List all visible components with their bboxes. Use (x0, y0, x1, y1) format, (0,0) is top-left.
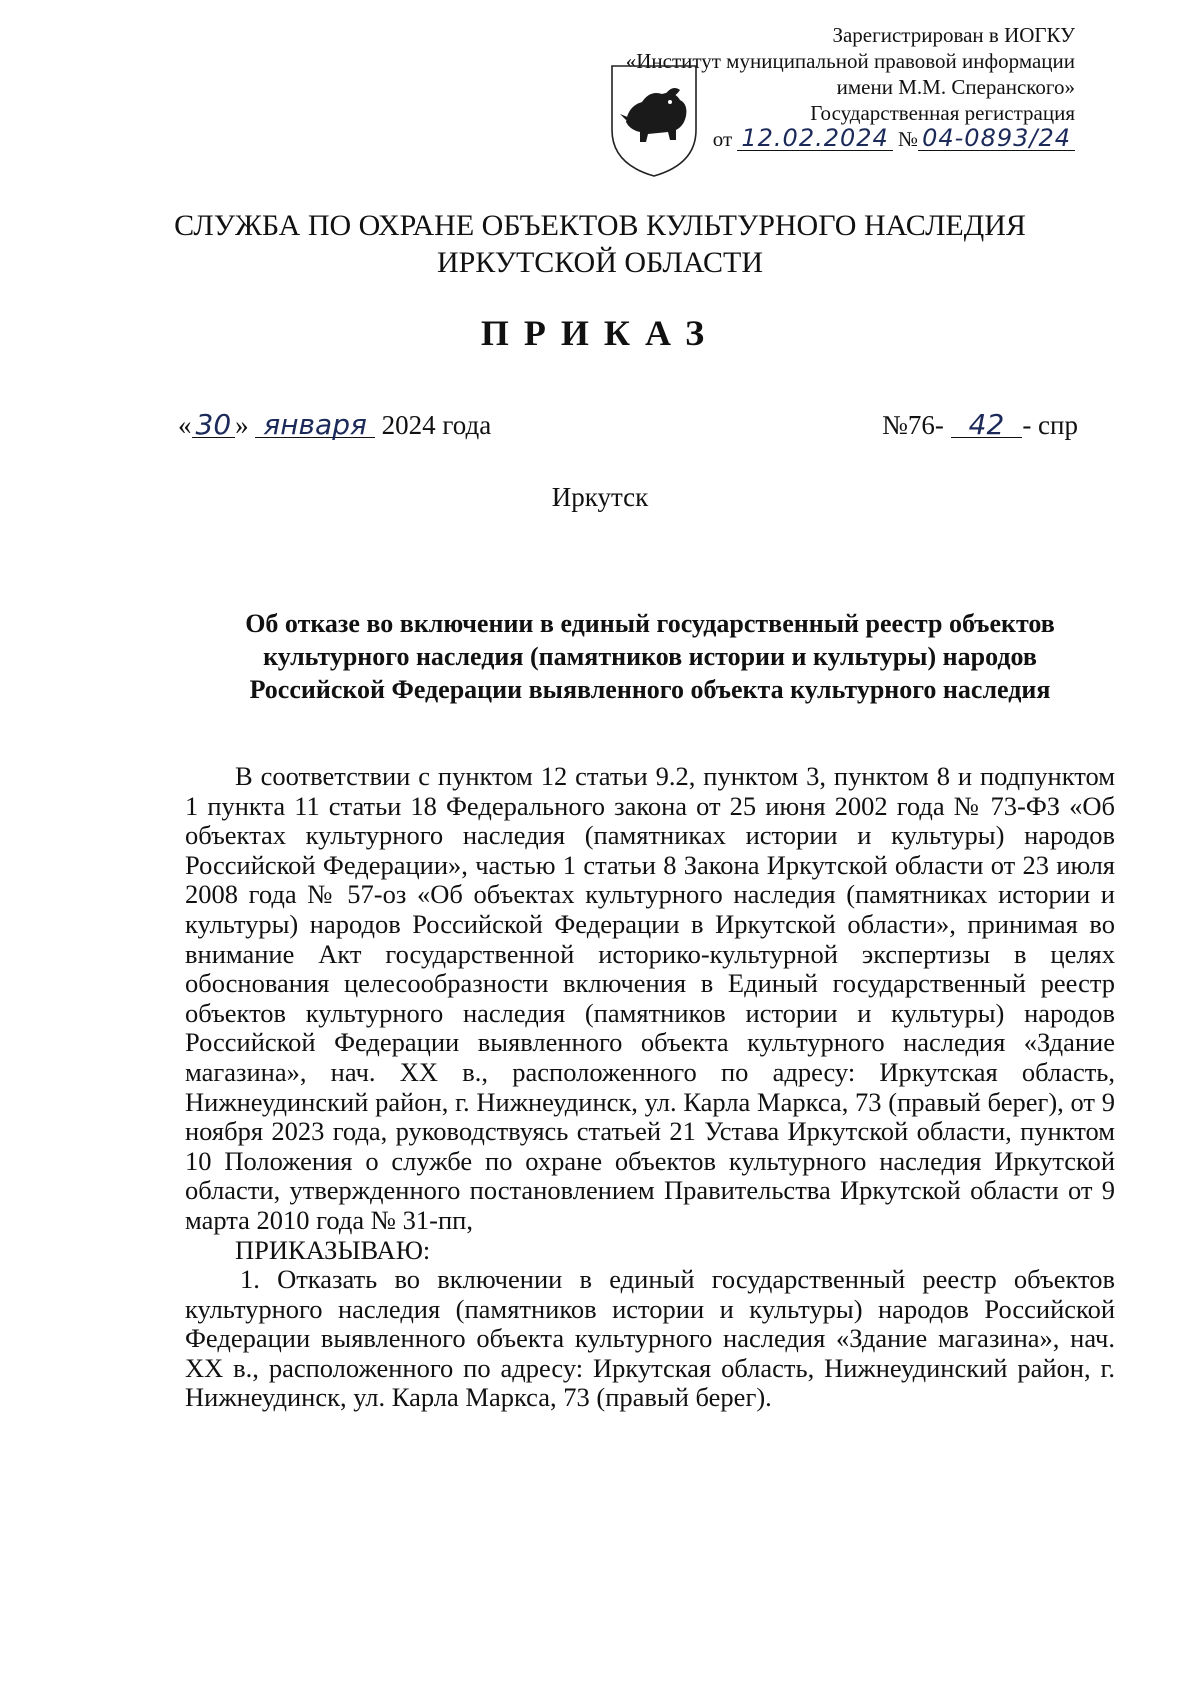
registration-line-1: Зарегистрирован в ИОГКУ (832, 23, 1075, 47)
registration-line-2: «Институт муниципальной правовой информации (625, 49, 1075, 73)
city: Иркутск (551, 482, 649, 512)
registration-number: 04-0893/24 (918, 126, 1075, 151)
order-subject (185, 607, 1115, 706)
order-number-suffix: - спр (1022, 410, 1078, 440)
document-type-title: ПРИКАЗ (480, 313, 720, 353)
organization-name-line-1: СЛУЖБА ПО ОХРАНЕ ОБЪЕКТОВ КУЛЬТУРНОГО НАСЛЕДИЯ (174, 209, 1026, 242)
order-day: 30 (192, 413, 236, 438)
order-number-prefix: №76- (882, 410, 944, 440)
quote-open: « (178, 410, 192, 440)
order-month: января (255, 413, 374, 438)
coat-of-arms-icon (606, 60, 702, 180)
registration-number-label: № (898, 127, 919, 151)
order-number-value: 42 (951, 413, 1023, 438)
order-item-1: 1. Отказать во включении в единый государственный реестр объектов культурного наследия (памятников истории и культуры) народов Российской Федерации выявленного объекта культурного наследия «Здание магазина», нач. XX в., расположенного по адресу: Иркутская область, Нижнеудинский район, г. Нижнеудинск, ул. Карла Маркса, 73 (правый берег). (185, 1264, 1115, 1413)
order-subject-line-2: культурного наследия (памятников истории и культуры) народов (263, 642, 1037, 671)
quote-close: » (235, 410, 249, 440)
order-body (185, 762, 1115, 1413)
order-word: ПРИКАЗЫВАЮ: (235, 1234, 431, 1265)
order-subject-line-1: Об отказе во включении в единый государственный реестр объектов (245, 609, 1055, 638)
organization-name (150, 207, 1050, 281)
order-date (178, 410, 491, 441)
order-number (882, 410, 1078, 441)
registration-date: 12.02.2024 (737, 126, 892, 151)
preamble-paragraph: В соответствии с пунктом 12 статьи 9.2, пунктом 3, пунктом 8 и подпунктом 1 пункта 11 статьи 18 Федерального закона от 25 июня 2002 года № 73-ФЗ «Об объектах культурного наследия (памятниках истории и культуры) народов Российской Федерации», частью 1 статьи 8 Закона Иркутской области от 23 июля 2008 года № 57-оз «Об объектах культурного наследия (памятниках истории и культуры) народов Российской Федерации в Иркутской области», принимая во внимание Акт государственной историко-культурной экспертизы в целях обоснования целесообразности включения в Единый государственный реестр объектов культурного наследия (памятников истории и культуры) народов Российской Федерации выявленного объекта культурного наследия «Здание магазина», нач. XX в., расположенного по адресу: Иркутская область, Нижнеудинский район, г. Нижнеудинск, ул. Карла Маркса, 73 (правый берег), от 9 ноября 2023 года, руководствуясь статьей 21 Устава Иркутской области, пунктом 10 Положения о службе по охране объектов культурного наследия Иркутской области, утвержденного постановлением Правительства Иркутской области от 9 марта 2010 года № 31-пп, (185, 761, 1115, 1235)
order-subject-line-3: Российской Федерации выявленного объекта культурного наследия (249, 675, 1051, 704)
registration-from-label: от (712, 127, 733, 151)
order-year: 2024 года (381, 410, 492, 440)
registration-line-4: Государственная регистрация (810, 101, 1075, 125)
registration-line-3: имени М.М. Сперанского» (836, 75, 1075, 99)
organization-name-line-2: ИРКУТСКОЙ ОБЛАСТИ (436, 246, 764, 279)
